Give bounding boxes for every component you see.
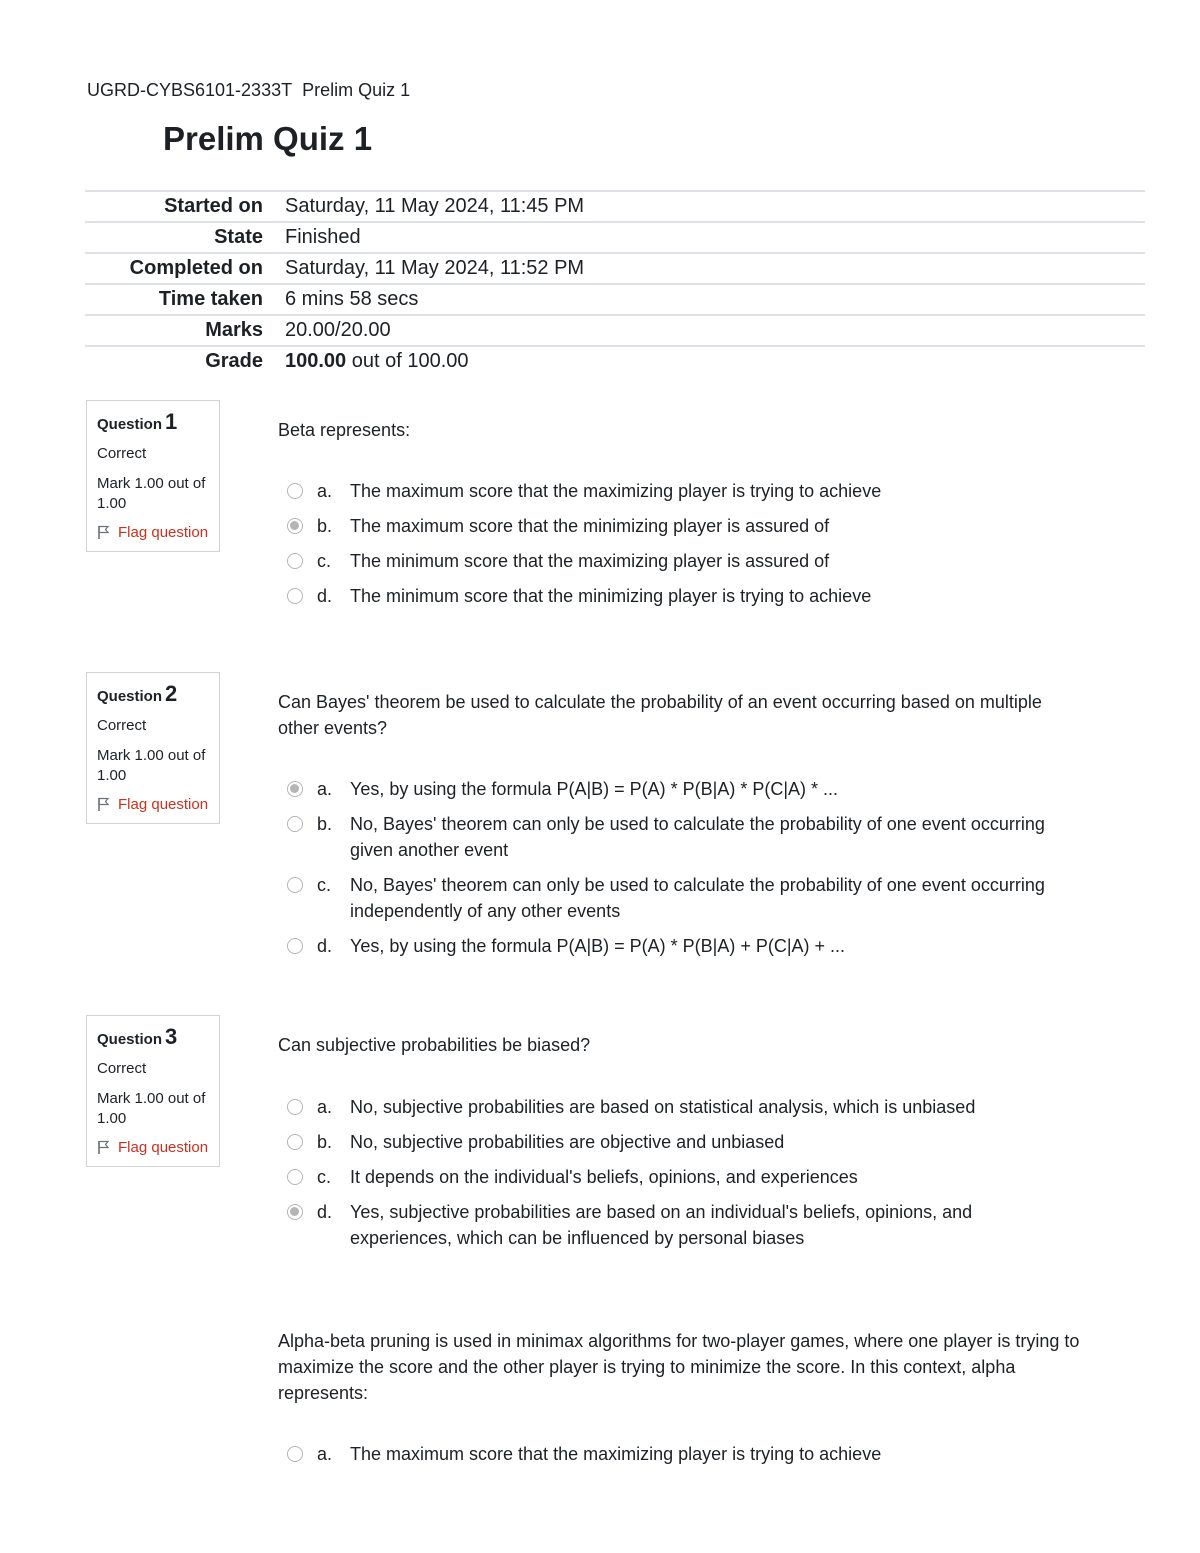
summary-label: Completed on bbox=[129, 257, 263, 279]
answer-option[interactable]: a. No, subjective probabilities are based on statistical analysis, which is unbiased bbox=[287, 1094, 1047, 1120]
question-text: Alpha-beta pruning is used in minimax algorithms for two-player games, where one player is trying to maximize the score and the other player is trying to minimize the score. In this context, alpha represents: bbox=[278, 1331, 1080, 1403]
radio-icon[interactable] bbox=[287, 1446, 303, 1462]
answer-option[interactable]: a. Yes, by using the formula P(A|B) = P(A) * P(B|A) * P(C|A) * ... bbox=[287, 776, 1047, 802]
summary-row-grade bbox=[85, 345, 1145, 376]
question-mark: Mark 1.00 out of 1.00 bbox=[97, 1090, 206, 1127]
answer-option[interactable]: a. The maximum score that the maximizing player is trying to achieve bbox=[287, 478, 1087, 504]
summary-value: Finished bbox=[285, 226, 361, 248]
radio-icon[interactable] bbox=[287, 816, 303, 832]
radio-icon[interactable] bbox=[287, 781, 303, 797]
summary-label: State bbox=[214, 226, 263, 248]
question-number: Question 3 bbox=[97, 1024, 178, 1049]
summary-row-started bbox=[85, 190, 1145, 221]
summary-label: Started on bbox=[164, 195, 263, 217]
answer-list bbox=[287, 776, 1047, 968]
summary-value bbox=[285, 350, 469, 373]
summary-row-time-taken bbox=[85, 283, 1145, 314]
question-number: Question 2 bbox=[97, 681, 178, 706]
answer-option[interactable]: c. No, Bayes' theorem can only be used to calculate the probability of one event occurring independently of any other events bbox=[287, 872, 1047, 924]
grade-out-of: out of 100.00 bbox=[346, 350, 469, 372]
question-info-2 bbox=[86, 672, 220, 824]
summary-label: Marks bbox=[205, 319, 263, 341]
flag-question-link[interactable]: Flag question bbox=[97, 796, 209, 813]
summary-value: 20.00/20.00 bbox=[285, 319, 391, 341]
answer-option[interactable]: b. No, Bayes' theorem can only be used to calculate the probability of one event occurring given another event bbox=[287, 811, 1047, 863]
question-state: Correct bbox=[97, 717, 147, 734]
flag-icon bbox=[97, 1140, 110, 1155]
summary-value: 6 mins 58 secs bbox=[285, 288, 419, 310]
answer-list bbox=[287, 1094, 1047, 1260]
flag-icon bbox=[97, 797, 110, 812]
answer-option[interactable]: d. The minimum score that the minimizing player is trying to achieve bbox=[287, 583, 1087, 609]
answer-list bbox=[287, 1441, 1087, 1476]
answer-option[interactable]: d. Yes, by using the formula P(A|B) = P(A) * P(B|A) + P(C|A) + ... bbox=[287, 933, 1047, 959]
radio-icon[interactable] bbox=[287, 588, 303, 604]
radio-icon[interactable] bbox=[287, 1099, 303, 1115]
summary-label: Time taken bbox=[158, 288, 263, 310]
question-text: Can Bayes' theorem be used to calculate the probability of an event occurring based on multiple other events? bbox=[278, 692, 1042, 738]
grade-score: 100.00 bbox=[285, 350, 347, 372]
answer-option[interactable]: a. The maximum score that the maximizing player is trying to achieve bbox=[287, 1441, 1087, 1467]
answer-list bbox=[287, 478, 1087, 618]
breadcrumb-quiz[interactable]: Prelim Quiz 1 bbox=[302, 80, 411, 100]
radio-icon[interactable] bbox=[287, 518, 303, 534]
answer-option[interactable]: b. No, subjective probabilities are objective and unbiased bbox=[287, 1129, 1047, 1155]
page-title: Prelim Quiz 1 bbox=[163, 120, 373, 157]
question-state: Correct bbox=[97, 445, 147, 462]
question-info-1 bbox=[86, 400, 220, 552]
radio-icon[interactable] bbox=[287, 877, 303, 893]
summary-value: Saturday, 11 May 2024, 11:45 PM bbox=[285, 195, 585, 217]
answer-option[interactable]: d. Yes, subjective probabilities are based on an individual's beliefs, opinions, and experiences, which can be influenced by personal biases bbox=[287, 1199, 1047, 1251]
question-state: Correct bbox=[97, 1060, 147, 1077]
flag-question-link[interactable]: Flag question bbox=[97, 1139, 209, 1156]
summary-row-completed bbox=[85, 252, 1145, 283]
radio-icon[interactable] bbox=[287, 1169, 303, 1185]
radio-icon[interactable] bbox=[287, 553, 303, 569]
radio-icon[interactable] bbox=[287, 1134, 303, 1150]
answer-option[interactable]: b. The maximum score that the minimizing player is assured of bbox=[287, 513, 1087, 539]
answer-option[interactable]: c. It depends on the individual's beliefs, opinions, and experiences bbox=[287, 1164, 1047, 1190]
breadcrumb bbox=[87, 80, 410, 101]
summary-value: Saturday, 11 May 2024, 11:52 PM bbox=[285, 257, 585, 279]
quiz-summary-table bbox=[85, 190, 1145, 376]
answer-option[interactable]: c. The minimum score that the maximizing player is assured of bbox=[287, 548, 1087, 574]
radio-icon[interactable] bbox=[287, 938, 303, 954]
question-text: Can subjective probabilities be biased? bbox=[278, 1035, 591, 1055]
question-mark: Mark 1.00 out of 1.00 bbox=[97, 747, 206, 784]
radio-icon[interactable] bbox=[287, 483, 303, 499]
radio-icon[interactable] bbox=[287, 1204, 303, 1220]
flag-icon bbox=[97, 525, 110, 540]
question-mark: Mark 1.00 out of 1.00 bbox=[97, 475, 206, 512]
summary-row-marks bbox=[85, 314, 1145, 345]
question-info-3 bbox=[86, 1015, 220, 1167]
summary-label: Grade bbox=[205, 350, 263, 372]
breadcrumb-course[interactable]: UGRD-CYBS6101-2333T bbox=[87, 80, 293, 100]
question-text: Beta represents: bbox=[278, 420, 411, 440]
flag-question-link[interactable]: Flag question bbox=[97, 524, 209, 541]
summary-row-state bbox=[85, 221, 1145, 252]
question-number: Question 1 bbox=[97, 409, 178, 434]
